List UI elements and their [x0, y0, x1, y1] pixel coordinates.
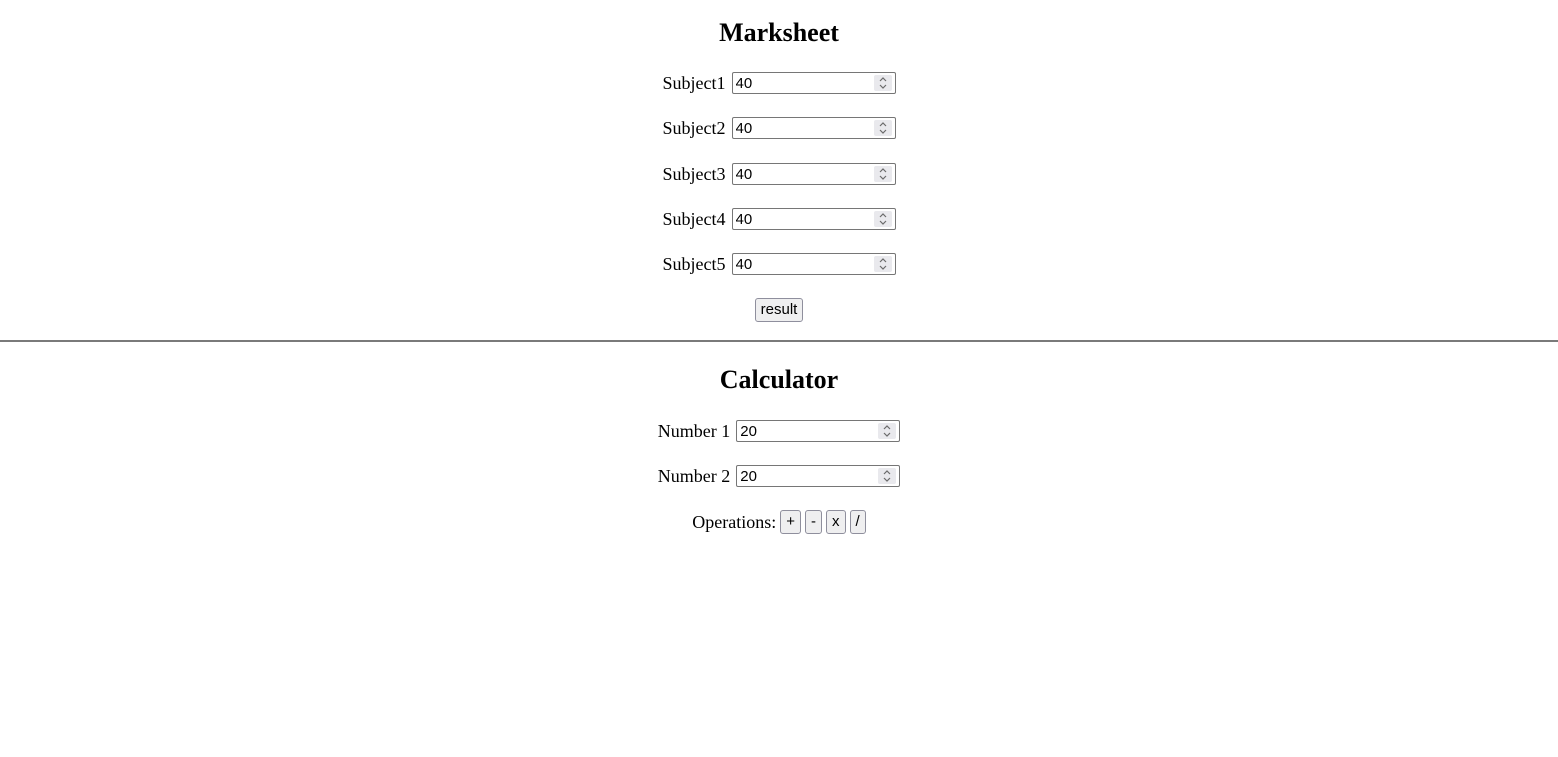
subject1-row: [0, 71, 1558, 95]
subject2-input[interactable]: [732, 117, 896, 139]
spinner-icon[interactable]: [874, 211, 892, 227]
section-divider: [0, 340, 1558, 342]
marksheet-title: Marksheet: [719, 18, 839, 47]
operations-label: Operations:: [692, 511, 777, 532]
subject2-row: [0, 116, 1558, 140]
subject5-label: Subject5: [662, 253, 726, 274]
subject3-label: Subject3: [662, 163, 726, 184]
subject5-row: [0, 252, 1558, 276]
subject4-label: Subject4: [662, 208, 726, 229]
number2-input[interactable]: [736, 465, 900, 487]
spinner-icon[interactable]: [874, 256, 892, 272]
subject5-input[interactable]: [732, 253, 896, 275]
calculator-title: Calculator: [719, 365, 839, 394]
subject4-value[interactable]: [733, 210, 866, 228]
number1-row: [0, 419, 1558, 443]
number1-input[interactable]: [736, 420, 900, 442]
subject3-value[interactable]: [733, 165, 866, 183]
result-button[interactable]: result: [755, 298, 804, 322]
subject1-label: Subject1: [662, 72, 726, 93]
subject4-row: [0, 207, 1558, 231]
subject2-label: Subject2: [662, 117, 726, 138]
subject1-input[interactable]: [732, 72, 896, 94]
operations-row: [0, 510, 1558, 534]
subject3-row: [0, 162, 1558, 186]
number1-label: Number 1: [657, 420, 731, 441]
result-row: [0, 298, 1558, 322]
spinner-icon[interactable]: [878, 423, 896, 439]
multiply-button[interactable]: x: [826, 510, 846, 534]
subject3-input[interactable]: [732, 163, 896, 185]
spinner-icon[interactable]: [874, 75, 892, 91]
divide-button[interactable]: /: [850, 510, 866, 534]
spinner-icon[interactable]: [874, 166, 892, 182]
subtract-button[interactable]: -: [805, 510, 822, 534]
spinner-icon[interactable]: [874, 120, 892, 136]
subject5-value[interactable]: [733, 255, 866, 273]
spinner-icon[interactable]: [878, 468, 896, 484]
number2-row: [0, 464, 1558, 488]
subject1-value[interactable]: [733, 74, 866, 92]
number2-value[interactable]: [737, 467, 870, 485]
add-button[interactable]: +: [780, 510, 801, 534]
subject2-value[interactable]: [733, 119, 866, 137]
number1-value[interactable]: [737, 422, 870, 440]
subject4-input[interactable]: [732, 208, 896, 230]
number2-label: Number 2: [657, 465, 731, 486]
